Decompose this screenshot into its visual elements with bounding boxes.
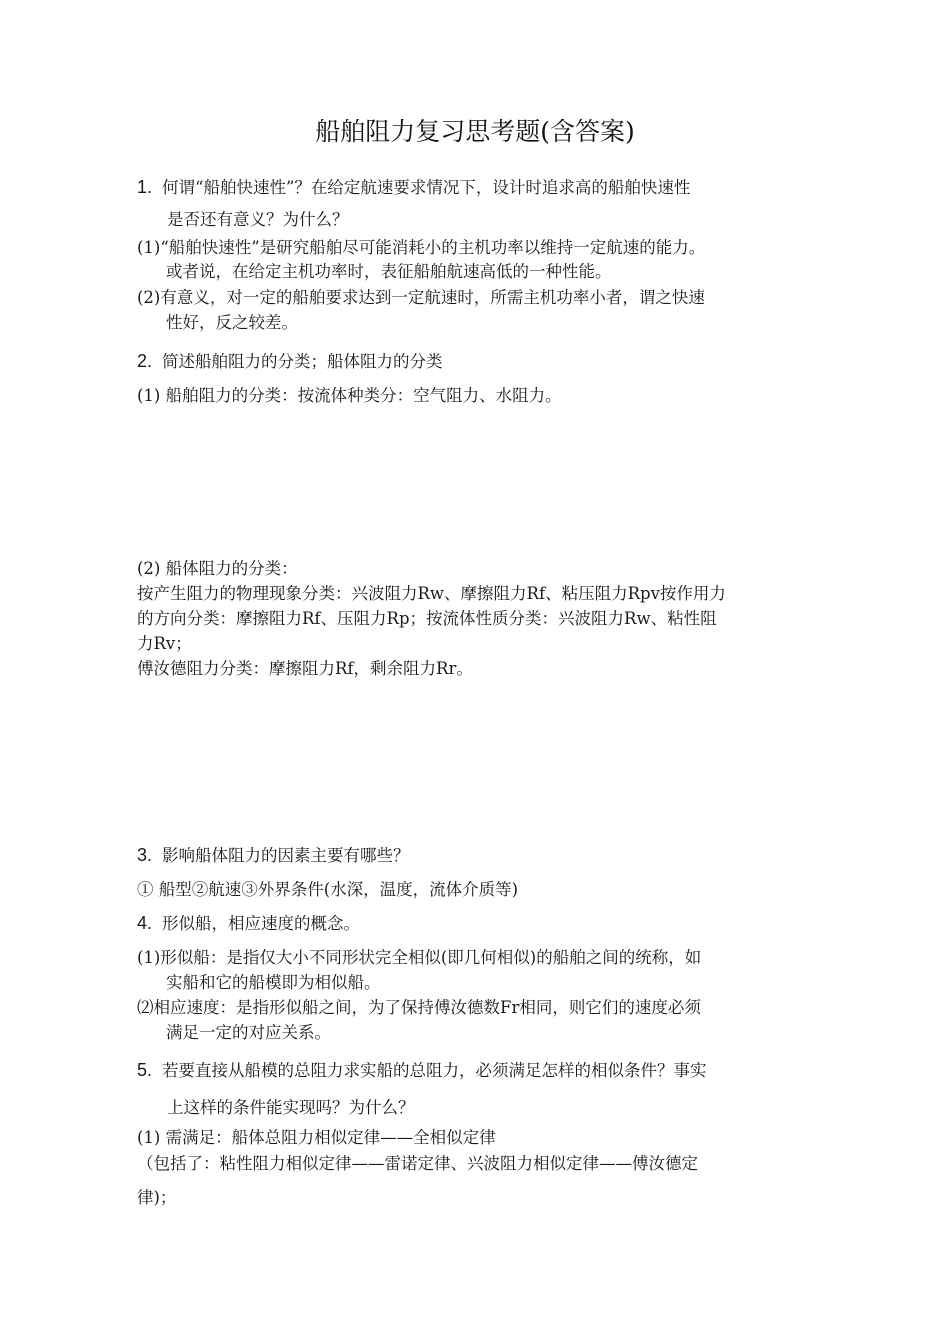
answer-4-2-line2: 满足一定的对应关系。	[166, 1023, 331, 1042]
answer-1-1-line1: (1)“船舶快速性”是研究船舶尽可能消耗小的主机功率以维持一定航速的能力。	[137, 238, 706, 257]
answer-2-2-line3: 力Rv；	[137, 634, 192, 653]
question-3	[137, 844, 410, 867]
question-5	[137, 1059, 707, 1082]
answer-2-2-heading: (2) 船体阻力的分类：	[137, 559, 298, 578]
question-2-text: 简述船舶阻力的分类；船体阻力的分类	[162, 352, 443, 371]
answer-5-1-line3: 律)；	[137, 1188, 177, 1207]
answer-2-2-line4: 傅汝德阻力分类：摩擦阻力Rf，剩余阻力Rr。	[137, 659, 473, 678]
answer-2-2-line1: 按产生阻力的物理现象分类：兴波阻力Rw、摩擦阻力Rf、粘压阻力Rpv按作用力	[137, 584, 726, 603]
question-4-text: 形似船，相应速度的概念。	[162, 914, 361, 933]
question-5-text-line1: 若要直接从船模的总阻力求实船的总阻力，必须满足怎样的相似条件？事实	[162, 1061, 707, 1080]
question-3-number: 3.	[137, 845, 153, 865]
answer-2-1: (1) 船舶阻力的分类：按流体种类分：空气阻力、水阻力。	[137, 386, 562, 405]
question-1-text-line1: 何谓“船舶快速性”？在给定航速要求情况下，设计时追求高的船舶快速性	[162, 178, 691, 197]
question-3-text: 影响船体阻力的因素主要有哪些？	[162, 846, 410, 865]
question-2	[137, 350, 443, 373]
question-1-text-line2: 是否还有意义？为什么？	[167, 210, 349, 229]
answer-1-2-line1: (2)有意义，对一定的船舶要求达到一定航速时，所需主机功率小者，谓之快速	[137, 288, 705, 307]
answer-5-1: (1) 需满足：船体总阻力相似定律——全相似定律	[137, 1128, 496, 1147]
answer-5-1-line2: （包括了：粘性阻力相似定律——雷诺定律、兴波阻力相似定律——傅汝德定	[137, 1154, 698, 1173]
answer-4-2-line1: ⑵相应速度：是指形似船之间，为了保持傅汝德数Fr相同，则它们的速度必须	[137, 998, 701, 1017]
page-title: 船舶阻力复习思考题(含答案)	[315, 117, 635, 146]
answer-2-2-line2: 的方向分类：摩擦阻力Rf、压阻力Rp；按流体性质分类：兴波阻力Rw、粘性阻	[137, 609, 717, 628]
question-4-number: 4.	[137, 913, 153, 933]
answer-3: ① 船型②航速③外界条件(水深，温度，流体介质等)	[137, 880, 519, 899]
question-2-number: 2.	[137, 351, 153, 371]
question-4	[137, 912, 360, 935]
answer-4-1-line2: 实船和它的船模即为相似船。	[166, 973, 381, 992]
question-1-number: 1.	[137, 177, 153, 197]
answer-1-1-line2: 或者说，在给定主机功率时，表征船舶航速高低的一种性能。	[166, 262, 612, 281]
question-5-text-line2: 上这样的条件能实现吗？为什么？	[167, 1098, 415, 1117]
question-5-number: 5.	[137, 1060, 153, 1080]
question-1	[137, 176, 690, 199]
answer-1-2-line2: 性好，反之较差。	[166, 313, 298, 332]
answer-4-1-line1: (1)形似船：是指仅大小不同形状完全相似(即几何相似)的船舶之间的统称，如	[137, 948, 702, 967]
